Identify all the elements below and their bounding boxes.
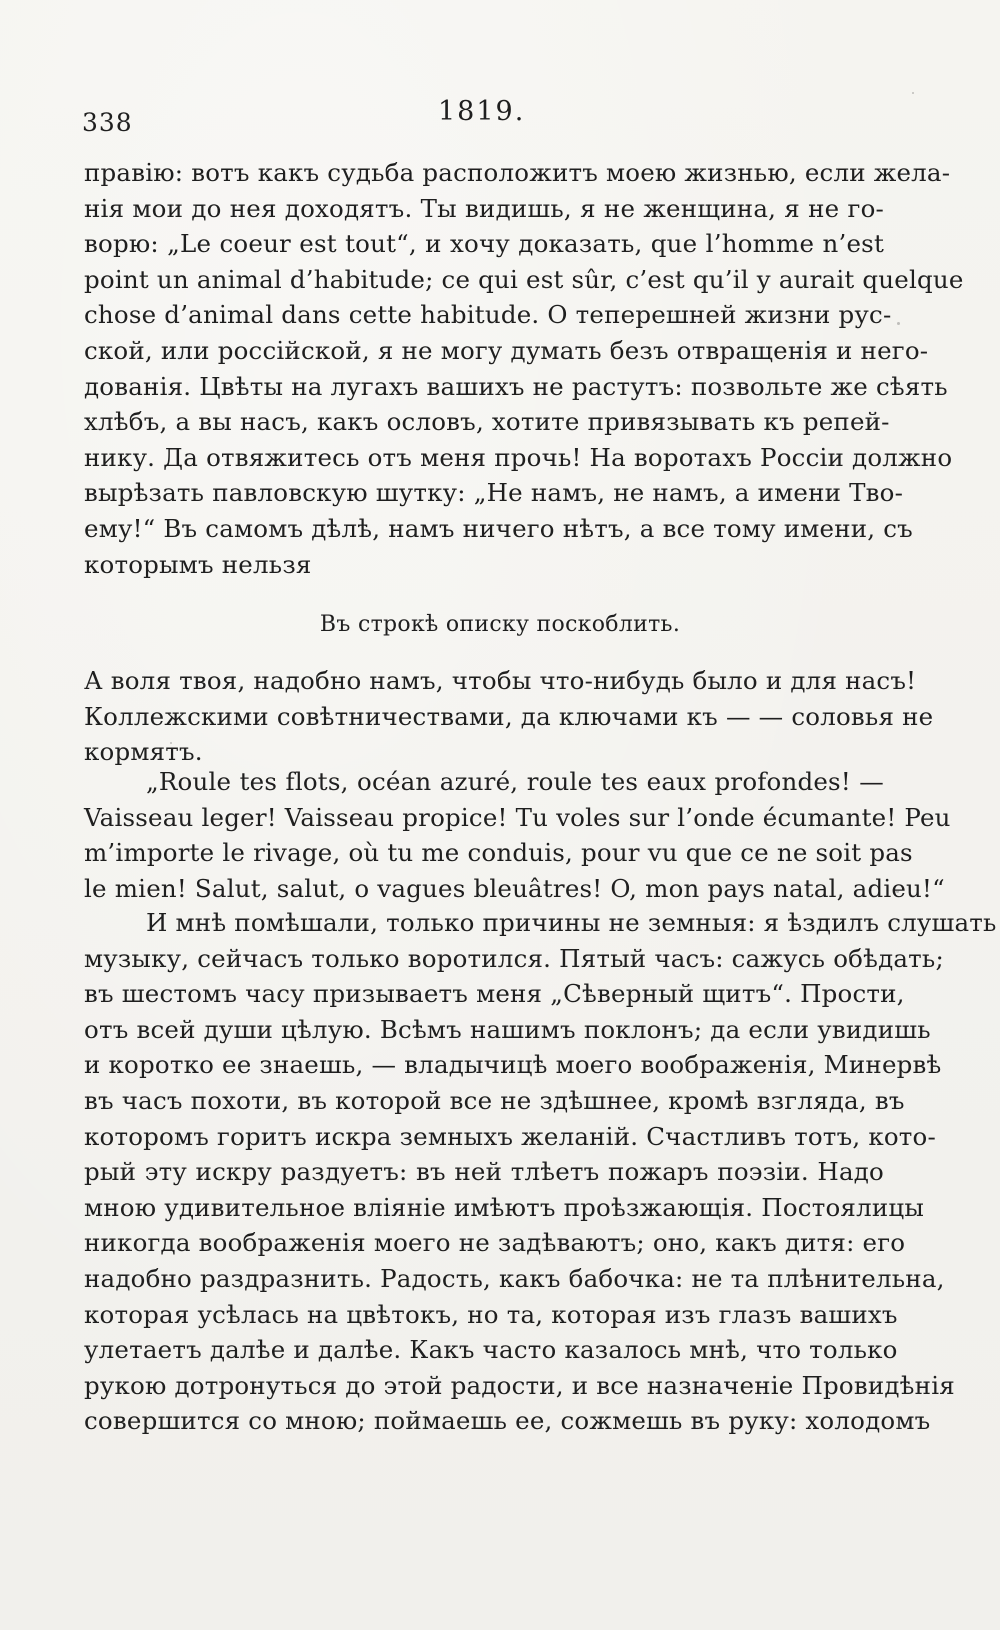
running-head-year: 1819. <box>438 96 526 127</box>
text-line: le mien! Salut, salut, o vagues bleuâtres! O, mon pays natal, adieu!“ <box>84 873 945 903</box>
text-line: И мнѣ помѣшали, только причины не земныя: я ѣздилъ слушать <box>146 908 997 937</box>
text-line: ему!“ Въ самомъ дѣлѣ, намъ ничего нѣтъ, а все тому имени, съ <box>84 513 913 543</box>
text-line: отъ всей души цѣлую. Всѣмъ нашимъ поклонъ; да если увидишь <box>84 1014 931 1044</box>
paragraph-4 <box>84 905 997 1439</box>
text-line: ворю: „Le coeur est tout“, и хочу доказать, que l’homme n’est <box>84 229 884 259</box>
text-line: вырѣзать павловскую шутку: „Не намъ, не намъ, а имени Тво- <box>84 478 904 508</box>
text-line: никогда воображенiя моего не задѣваютъ; оно, какъ дитя: его <box>84 1228 906 1258</box>
centered-verse-line: Въ строкѣ описку поскоблить. <box>319 612 681 637</box>
text-line: которомъ горитъ искра земныхъ желанiй. Счастливъ тотъ, кото- <box>84 1121 936 1151</box>
text-line: Vaisseau leger! Vaisseau propice! Tu voles sur l’onde écumante! Peu <box>84 802 951 832</box>
text-line: улетаетъ далѣе и далѣе. Какъ часто казалось мнѣ, что только <box>84 1335 898 1365</box>
text-line: дованiя. Цвѣты на лугахъ вашихъ не растутъ: позвольте же сѣять <box>84 371 948 401</box>
text-line: мною удивительное влiянiе имѣютъ проѣзжающiя. Постоялицы <box>84 1192 925 1222</box>
text-line: m’importe le rivage, où tu me conduis, pour vu que ce ne soit pas <box>84 838 913 868</box>
text-line: нику. Да отвяжитесь отъ меня прочь! На воротахъ Россiи должно <box>84 442 953 472</box>
text-line: правiю: вотъ какъ судьба расположитъ моею жизнью, если жела- <box>84 158 951 187</box>
text-line: point un animal d’habitude; ce qui est sûr, c’est qu’il y aurait quelque <box>84 264 964 294</box>
scan-speck <box>897 322 900 325</box>
text-line: рукою дотронуться до этой радости, и все назначенiе Провидѣнiя <box>84 1370 955 1400</box>
text-line: „Roule tes flots, océan azuré, roule tes eaux profondes! — <box>146 767 884 796</box>
text-line: которымъ нельзя <box>84 549 312 579</box>
text-line: Коллежскими совѣтничествами, да ключами къ — — соловья не <box>84 701 934 731</box>
text-line: хлѣбъ, а вы насъ, какъ ословъ, хотите привязывать къ репей- <box>84 407 890 437</box>
text-line: chose d’animal dans cette habitude. О теперешней жизни рус- <box>84 300 892 330</box>
scan-speck <box>896 890 899 893</box>
paragraph-3-french-quote <box>84 764 951 906</box>
paragraph-1 <box>84 155 964 582</box>
text-line: которая усѣлась на цвѣтокъ, но та, которая изъ глазъ вашихъ <box>84 1299 898 1329</box>
scan-speck <box>170 742 172 744</box>
paragraph-2 <box>84 663 934 770</box>
text-line: кормятъ. <box>84 737 203 767</box>
text-line: и коротко ее знаешь, — владычицѣ моего воображенiя, Минервѣ <box>84 1050 942 1080</box>
text-line: въ часъ похоти, въ которой все не здѣшнее, кромѣ взгляда, въ <box>84 1085 905 1115</box>
text-line: надобно раздразнить. Радость, какъ бабочка: не та плѣнительна, <box>84 1263 945 1293</box>
text-line: нiя мои до нея доходятъ. Ты видишь, я не женщина, я не го- <box>84 193 884 223</box>
text-line: въ шестомъ часу призываетъ меня „Сѣверный щитъ“. Прости, <box>84 979 905 1009</box>
text-line: рый эту искру раздуетъ: въ ней тлѣетъ пожаръ поэзiи. Надо <box>84 1157 884 1187</box>
scan-speck <box>912 92 914 94</box>
text-line: А воля твоя, надобно намъ, чтобы что-нибудь было и для насъ! <box>84 666 917 695</box>
text-line: музыку, сейчасъ только воротился. Пятый часъ: сажусь обѣдать; <box>84 943 944 973</box>
page-header <box>0 96 1000 136</box>
text-line: ской, или россiйской, я не могу думать безъ отвращенiя и него- <box>84 335 929 365</box>
page-number: 338 <box>82 108 133 137</box>
text-line: совершится со мною; поймаешь ее, сожмешь въ руку: холодомъ <box>84 1406 931 1436</box>
